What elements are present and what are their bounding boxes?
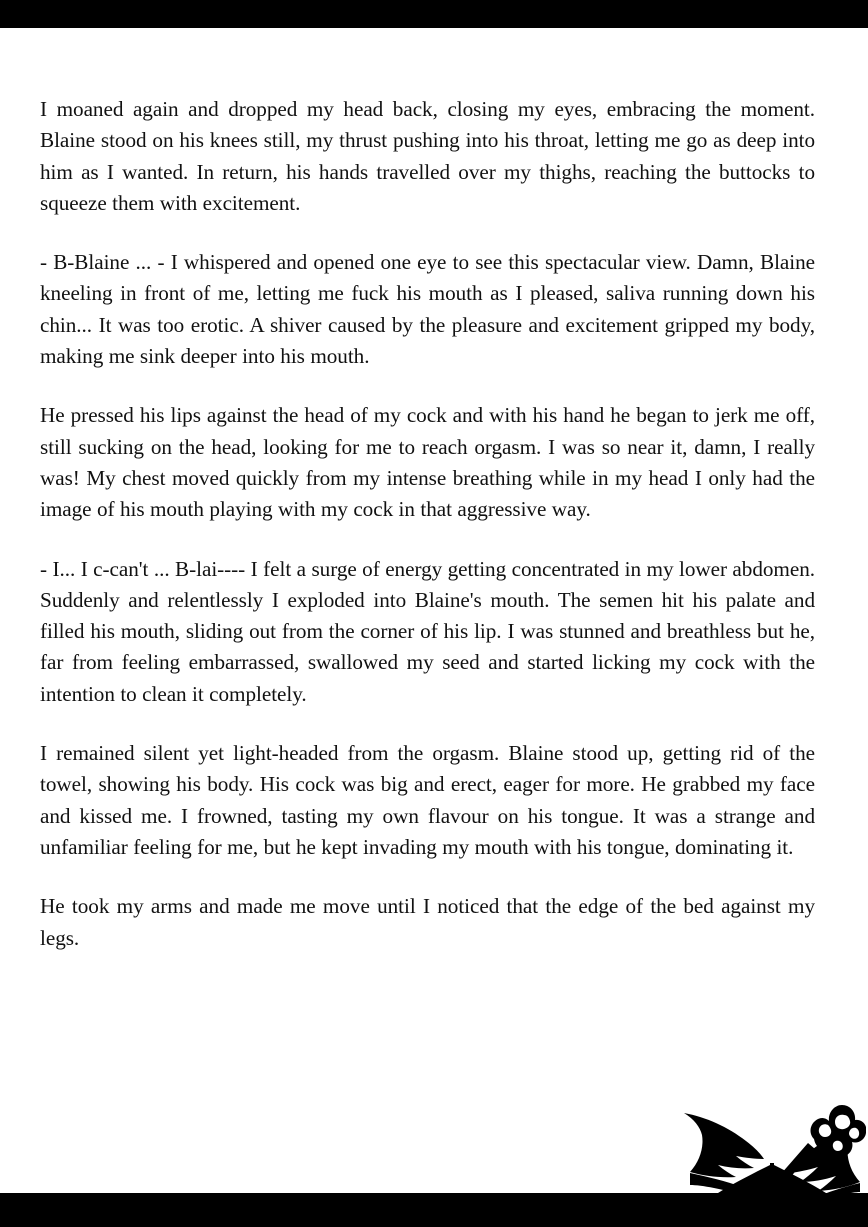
- body-paragraph: - I... I c-can't ... B-lai---- I felt a surge of energy getting concentrated in my lower abdomen. Suddenly and relentlessly I exploded into Blaine's mouth. The semen hit his palate and filled his mouth, sliding out from the corner of his lip. I was stunned and breathless but he, far from feeling embarrassed, swallowed my seed and started licking my cock with the intention to clean it completely.: [40, 556, 815, 706]
- top-black-band: [0, 0, 868, 28]
- body-paragraph: He pressed his lips against the head of my cock and with his hand he began to jerk me off, still sucking on the head, looking for me to reach orgasm. I was so near it, damn, I really was! My chest moved quickly from my intense breathing while in my head I only had the image of his mouth playing with my cock in that aggressive way.: [40, 403, 815, 522]
- body-paragraph: I moaned again and dropped my head back, closing my eyes, embracing the moment. Blaine stood on his knees still, my thrust pushing into his throat, letting me go as deep into him as I wanted. In return, his hands travelled over my thighs, reaching the buttocks to squeeze them with excitement.: [40, 97, 815, 215]
- page-text-column: [40, 94, 815, 954]
- body-paragraph: - B-Blaine ... - I whispered and opened one eye to see this spectacular view. Damn, Blaine kneeling in front of me, letting me fuck his mouth as I pleased, saliva running down his chin... It was too erotic. A shiver caused by the pleasure and excitement gripped my body, making me sink deeper into his mouth.: [40, 250, 815, 369]
- body-paragraph: He took my arms and made me move until I noticed that the edge of the bed against my legs.: [40, 894, 815, 950]
- body-paragraph: I remained silent yet light-headed from the orgasm. Blaine stood up, getting rid of the towel, showing his body. His cock was big and erect, eager for more. He grabbed my face and kissed me. I frowned, tasting my own flavour on his tongue. It was a strange and unfamiliar feeling for me, but he kept invading my mouth with his tongue, dominating it.: [40, 741, 815, 859]
- bottom-black-band: [0, 1193, 868, 1227]
